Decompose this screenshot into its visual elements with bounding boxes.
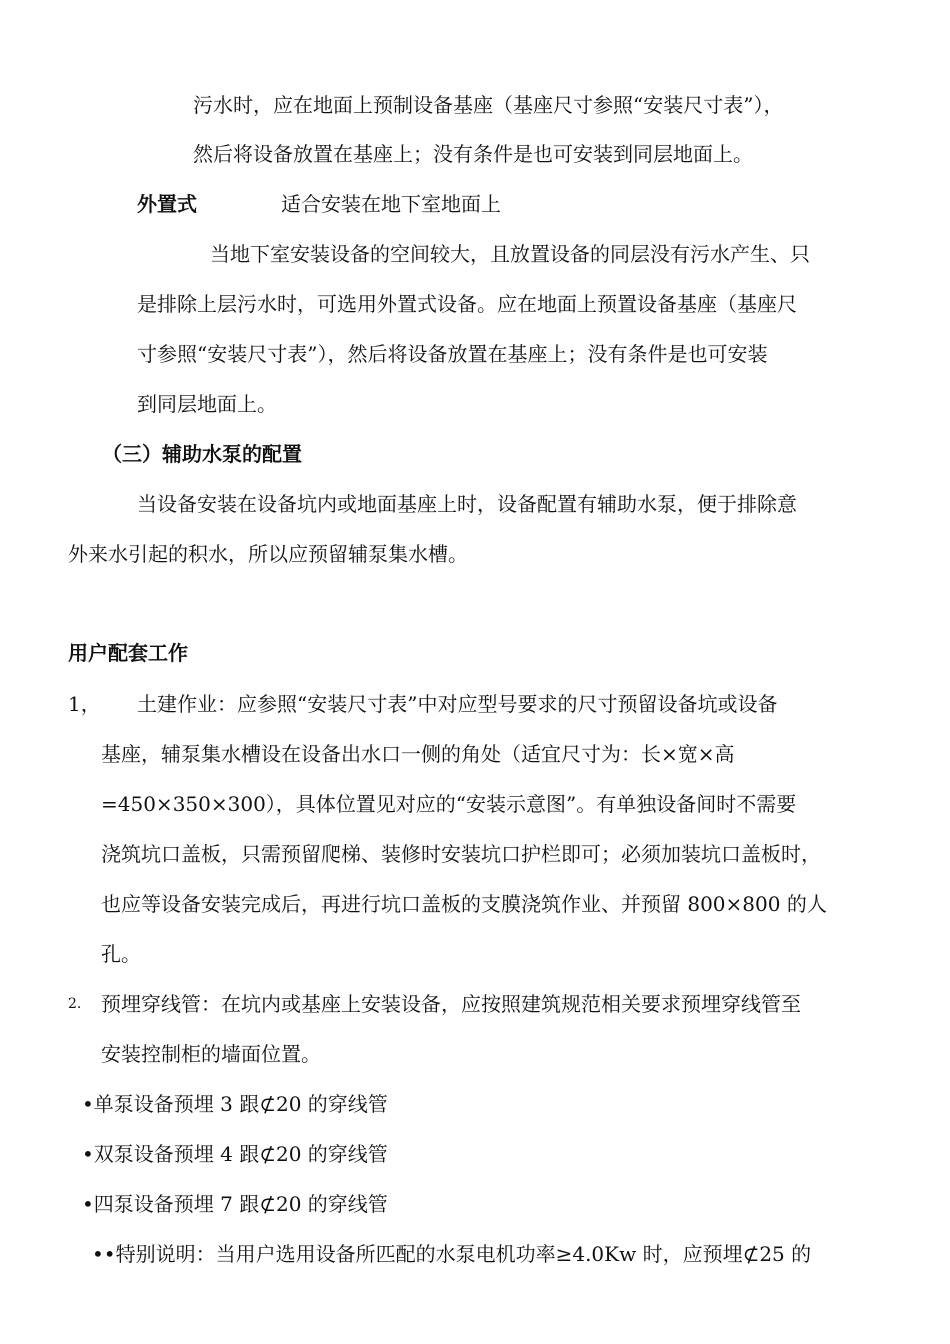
bullet-item: •双泵设备预埋 4 跟⊄20 的穿线管 [82, 1142, 388, 1166]
list-item-line: 孔。 [101, 942, 141, 966]
paragraph-line: 寸参照“安装尺寸表”），然后将设备放置在基座上；没有条件是也可安装 [137, 342, 768, 366]
special-note: ••特别说明：当用户选用设备所匹配的水泵电机功率≥4.0Kw 时，应预埋⊄25 的 [92, 1242, 812, 1266]
section-heading: （三）辅助水泵的配置 [102, 442, 302, 466]
list-item-line: 预埋穿线管：在坑内或基座上安装设备，应按照建筑规范相关要求预埋穿线管至 [101, 992, 801, 1016]
paragraph-line: 到同层地面上。 [137, 392, 277, 416]
external-type-label: 外置式 [137, 192, 197, 216]
list-item-line: 也应等设备安装完成后，再进行坑口盖板的支膜浇筑作业、并预留 800×800 的人 [101, 892, 827, 916]
list-item-line: 土建作业：应参照“安装尺寸表”中对应型号要求的尺寸预留设备坑或设备 [137, 692, 778, 716]
paragraph-line: 污水时，应在地面上预制设备基座（基座尺寸参照“安装尺寸表”）， [193, 93, 784, 117]
list-number: 1， [68, 692, 101, 716]
paragraph-line: 当地下室安装设备的空间较大，且放置设备的同层没有污水产生、只 [210, 242, 810, 266]
user-work-heading: 用户配套工作 [68, 641, 188, 665]
list-number: 2. [68, 996, 82, 1012]
paragraph-line: 当设备安装在设备坑内或地面基座上时，设备配置有辅助水泵，便于排除意 [137, 492, 797, 516]
paragraph-line: 然后将设备放置在基座上；没有条件是也可安装到同层地面上。 [193, 142, 753, 166]
paragraph-line: 是排除上层污水时，可选用外置式设备。应在地面上预置设备基座（基座尺 [137, 292, 797, 316]
list-item-line: 浇筑坑口盖板，只需预留爬梯、装修时安装坑口护栏即可；必须加装坑口盖板时， [101, 842, 821, 866]
external-type-description: 适合安装在地下室地面上 [281, 192, 501, 216]
bullet-item: •四泵设备预埋 7 跟⊄20 的穿线管 [82, 1192, 388, 1216]
bullet-item: •单泵设备预埋 3 跟⊄20 的穿线管 [82, 1092, 388, 1116]
list-item-line: 基座，辅泵集水槽设在设备出水口一侧的角处（适宜尺寸为：长×宽×高 [101, 742, 735, 766]
paragraph-line: 外来水引起的积水，所以应预留辅泵集水槽。 [68, 542, 468, 566]
list-item-line: 安装控制柜的墙面位置。 [101, 1042, 321, 1066]
list-item-line: =450×350×300），具体位置见对应的“安装示意图”。有单独设备间时不需要 [101, 792, 797, 816]
